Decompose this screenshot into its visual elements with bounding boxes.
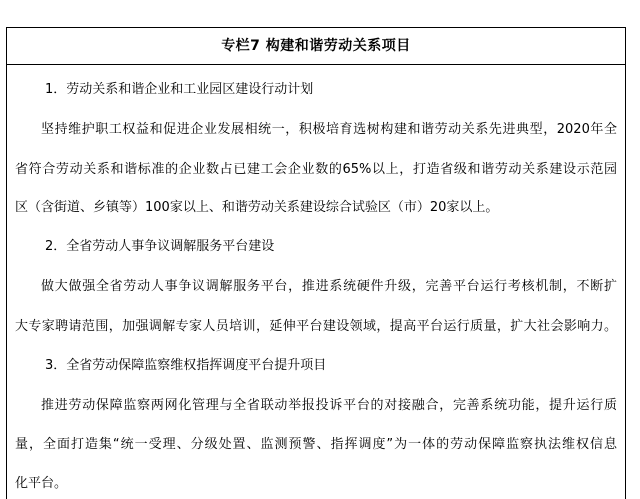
paragraph-line: 坚持维护职工权益和促进企业发展相统一，积极培育选树构建和谐劳动关系先进典型，2020年全 bbox=[41, 122, 617, 137]
paragraph-line: 省符合劳动关系和谐标准的企业数占已建工会企业数的65%以上，打造省级和谐劳动关系建设示范园 bbox=[15, 162, 617, 177]
section-heading-1: 1．劳动关系和谐企业和工业园区建设行动计划 bbox=[45, 82, 314, 97]
paragraph-line: 量，全面打造集“统一受理、分级处置、监测预警、指挥调度”为一体的劳动保障监察执法维权信息 bbox=[15, 437, 617, 452]
section-heading-2: 2．全省劳动人事争议调解服务平台建设 bbox=[45, 239, 275, 254]
column-box bbox=[6, 27, 626, 499]
paragraph-line: 化平台。 bbox=[15, 476, 68, 491]
section-heading-3: 3．全省劳动保障监察维权指挥调度平台提升项目 bbox=[45, 358, 327, 373]
paragraph-line: 大专家聘请范围，加强调解专家人员培训，延伸平台建设领域，提高平台运行质量，扩大社会影响力。 bbox=[15, 319, 617, 334]
paragraph-line: 做大做强全省劳动人事争议调解服务平台，推进系统硬件升级，完善平台运行考核机制，不断扩 bbox=[41, 279, 617, 294]
paragraph-line: 区（含街道、乡镇等）100家以上、和谐劳动关系建设综合试验区（市）20家以上。 bbox=[15, 200, 499, 215]
box-title: 专栏7 构建和谐劳动关系项目 bbox=[7, 28, 625, 65]
paragraph-line: 推进劳动保障监察两网化管理与全省联动举报投诉平台的对接融合，完善系统功能，提升运行质 bbox=[41, 398, 617, 413]
